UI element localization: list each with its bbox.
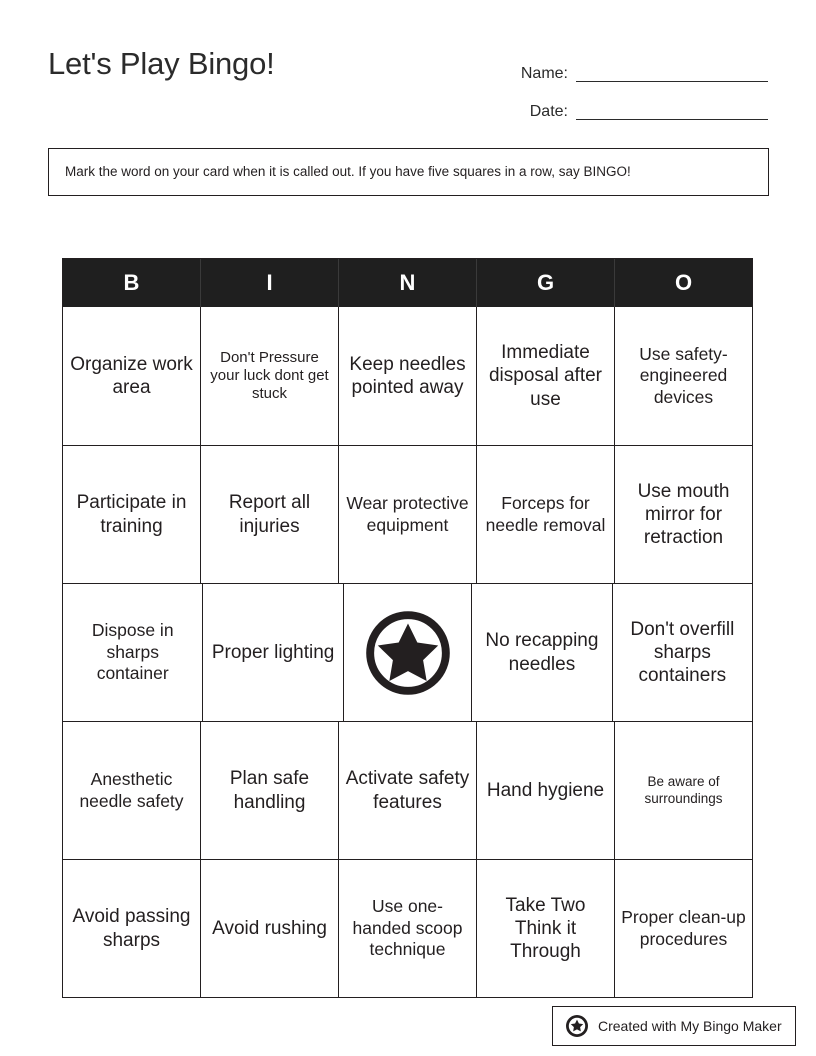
bingo-cell[interactable]	[201, 307, 339, 445]
star-in-circle-icon	[364, 609, 452, 697]
bingo-column-header-o: O	[674, 270, 693, 295]
bingo-cell-text: Forceps for needle removal	[485, 493, 606, 535]
bingo-cell[interactable]	[339, 722, 477, 859]
bingo-grid	[62, 258, 753, 998]
bingo-body	[63, 307, 752, 997]
bingo-cell[interactable]	[339, 307, 477, 445]
bingo-cell[interactable]	[339, 446, 477, 583]
bingo-cell[interactable]	[63, 307, 201, 445]
bingo-column-header-i: I	[201, 259, 339, 307]
instructions-text: Mark the word on your card when it is called out. If you have five squares in a row, say BINGO!	[65, 163, 631, 179]
name-field-row	[496, 48, 768, 86]
bingo-cell-text: No recapping needles	[485, 630, 599, 675]
bingo-cell[interactable]	[477, 722, 615, 859]
bingo-cell-text: Participate in training	[76, 492, 187, 537]
bingo-cell[interactable]	[477, 307, 615, 445]
bingo-cell[interactable]	[63, 584, 203, 721]
bingo-row	[63, 721, 752, 859]
bingo-cell[interactable]	[615, 860, 752, 997]
bingo-cell[interactable]	[63, 446, 201, 583]
date-label: Date:	[529, 103, 568, 120]
created-with-badge[interactable]	[552, 1006, 796, 1046]
bingo-cell[interactable]	[339, 860, 477, 997]
bingo-cell-text: Avoid passing sharps	[72, 906, 191, 951]
instructions-box	[48, 148, 769, 196]
bingo-column-header-n: N	[339, 259, 477, 307]
bingo-cell-text: Don't Pressure your luck dont get stuck	[210, 348, 329, 403]
bingo-cell[interactable]	[63, 860, 201, 997]
bingo-cell-text: Be aware of surroundings	[644, 774, 723, 806]
bingo-cell-text: Report all injuries	[228, 492, 311, 537]
bingo-row	[63, 445, 752, 583]
bingo-cell-text: Keep needles pointed away	[349, 353, 466, 398]
bingo-column-header-b: B	[63, 259, 201, 307]
bingo-cell[interactable]	[472, 584, 612, 721]
bingo-row	[63, 583, 752, 721]
bingo-free-space-cell[interactable]	[344, 584, 472, 721]
bingo-cell-text: Take Two Think it Through	[505, 894, 586, 963]
page-title: Let's Play Bingo!	[48, 46, 275, 81]
bingo-cell[interactable]	[615, 722, 752, 859]
page-header	[0, 0, 816, 132]
bingo-cell-text: Plan safe handling	[229, 768, 310, 813]
bingo-cell[interactable]	[615, 307, 752, 445]
bingo-cell-text: Immediate disposal after use	[488, 342, 602, 410]
bingo-cell[interactable]	[201, 446, 339, 583]
bingo-cell-text: Dispose in sharps container	[91, 620, 174, 684]
bingo-header-row	[63, 259, 752, 307]
date-input-line[interactable]	[576, 119, 768, 120]
name-label: Name:	[520, 65, 568, 82]
bingo-cell-text: Avoid rushing	[212, 917, 327, 939]
bingo-cell-text: Proper clean-up procedures	[621, 907, 746, 949]
bingo-cell-text: Hand hygiene	[486, 779, 605, 801]
date-field-row	[496, 86, 768, 124]
bingo-cell[interactable]	[477, 446, 615, 583]
bingo-cell[interactable]	[477, 860, 615, 997]
name-date-fields	[496, 48, 768, 124]
bingo-cell-text: Use safety-engineered devices	[639, 343, 728, 407]
bingo-column-header-g: G	[477, 259, 615, 307]
bingo-cell[interactable]	[201, 860, 339, 997]
bingo-cell-text: Use one-handed scoop technique	[352, 896, 463, 960]
bingo-cell-text: Activate safety features	[345, 768, 470, 813]
bingo-cell-text: Proper lighting	[211, 641, 335, 663]
bingo-cell[interactable]	[613, 584, 752, 721]
bingo-row	[63, 307, 752, 445]
star-in-circle-icon	[565, 1014, 589, 1038]
bingo-cell-text: Don't overfill sharps containers	[630, 618, 735, 687]
created-with-label: Created with My Bingo Maker	[598, 1018, 782, 1034]
bingo-row	[63, 859, 752, 997]
name-input-line[interactable]	[576, 81, 768, 82]
bingo-cell-text: Use mouth mirror for retraction	[637, 480, 730, 549]
bingo-cell[interactable]	[203, 584, 343, 721]
bingo-cell-text: Organize work area	[70, 353, 193, 398]
bingo-cell[interactable]	[63, 722, 201, 859]
bingo-cell-text: Anesthetic needle safety	[79, 769, 184, 811]
bingo-cell[interactable]	[201, 722, 339, 859]
bingo-cell[interactable]	[615, 446, 752, 583]
bingo-cell-text: Wear protective equipment	[346, 493, 469, 535]
